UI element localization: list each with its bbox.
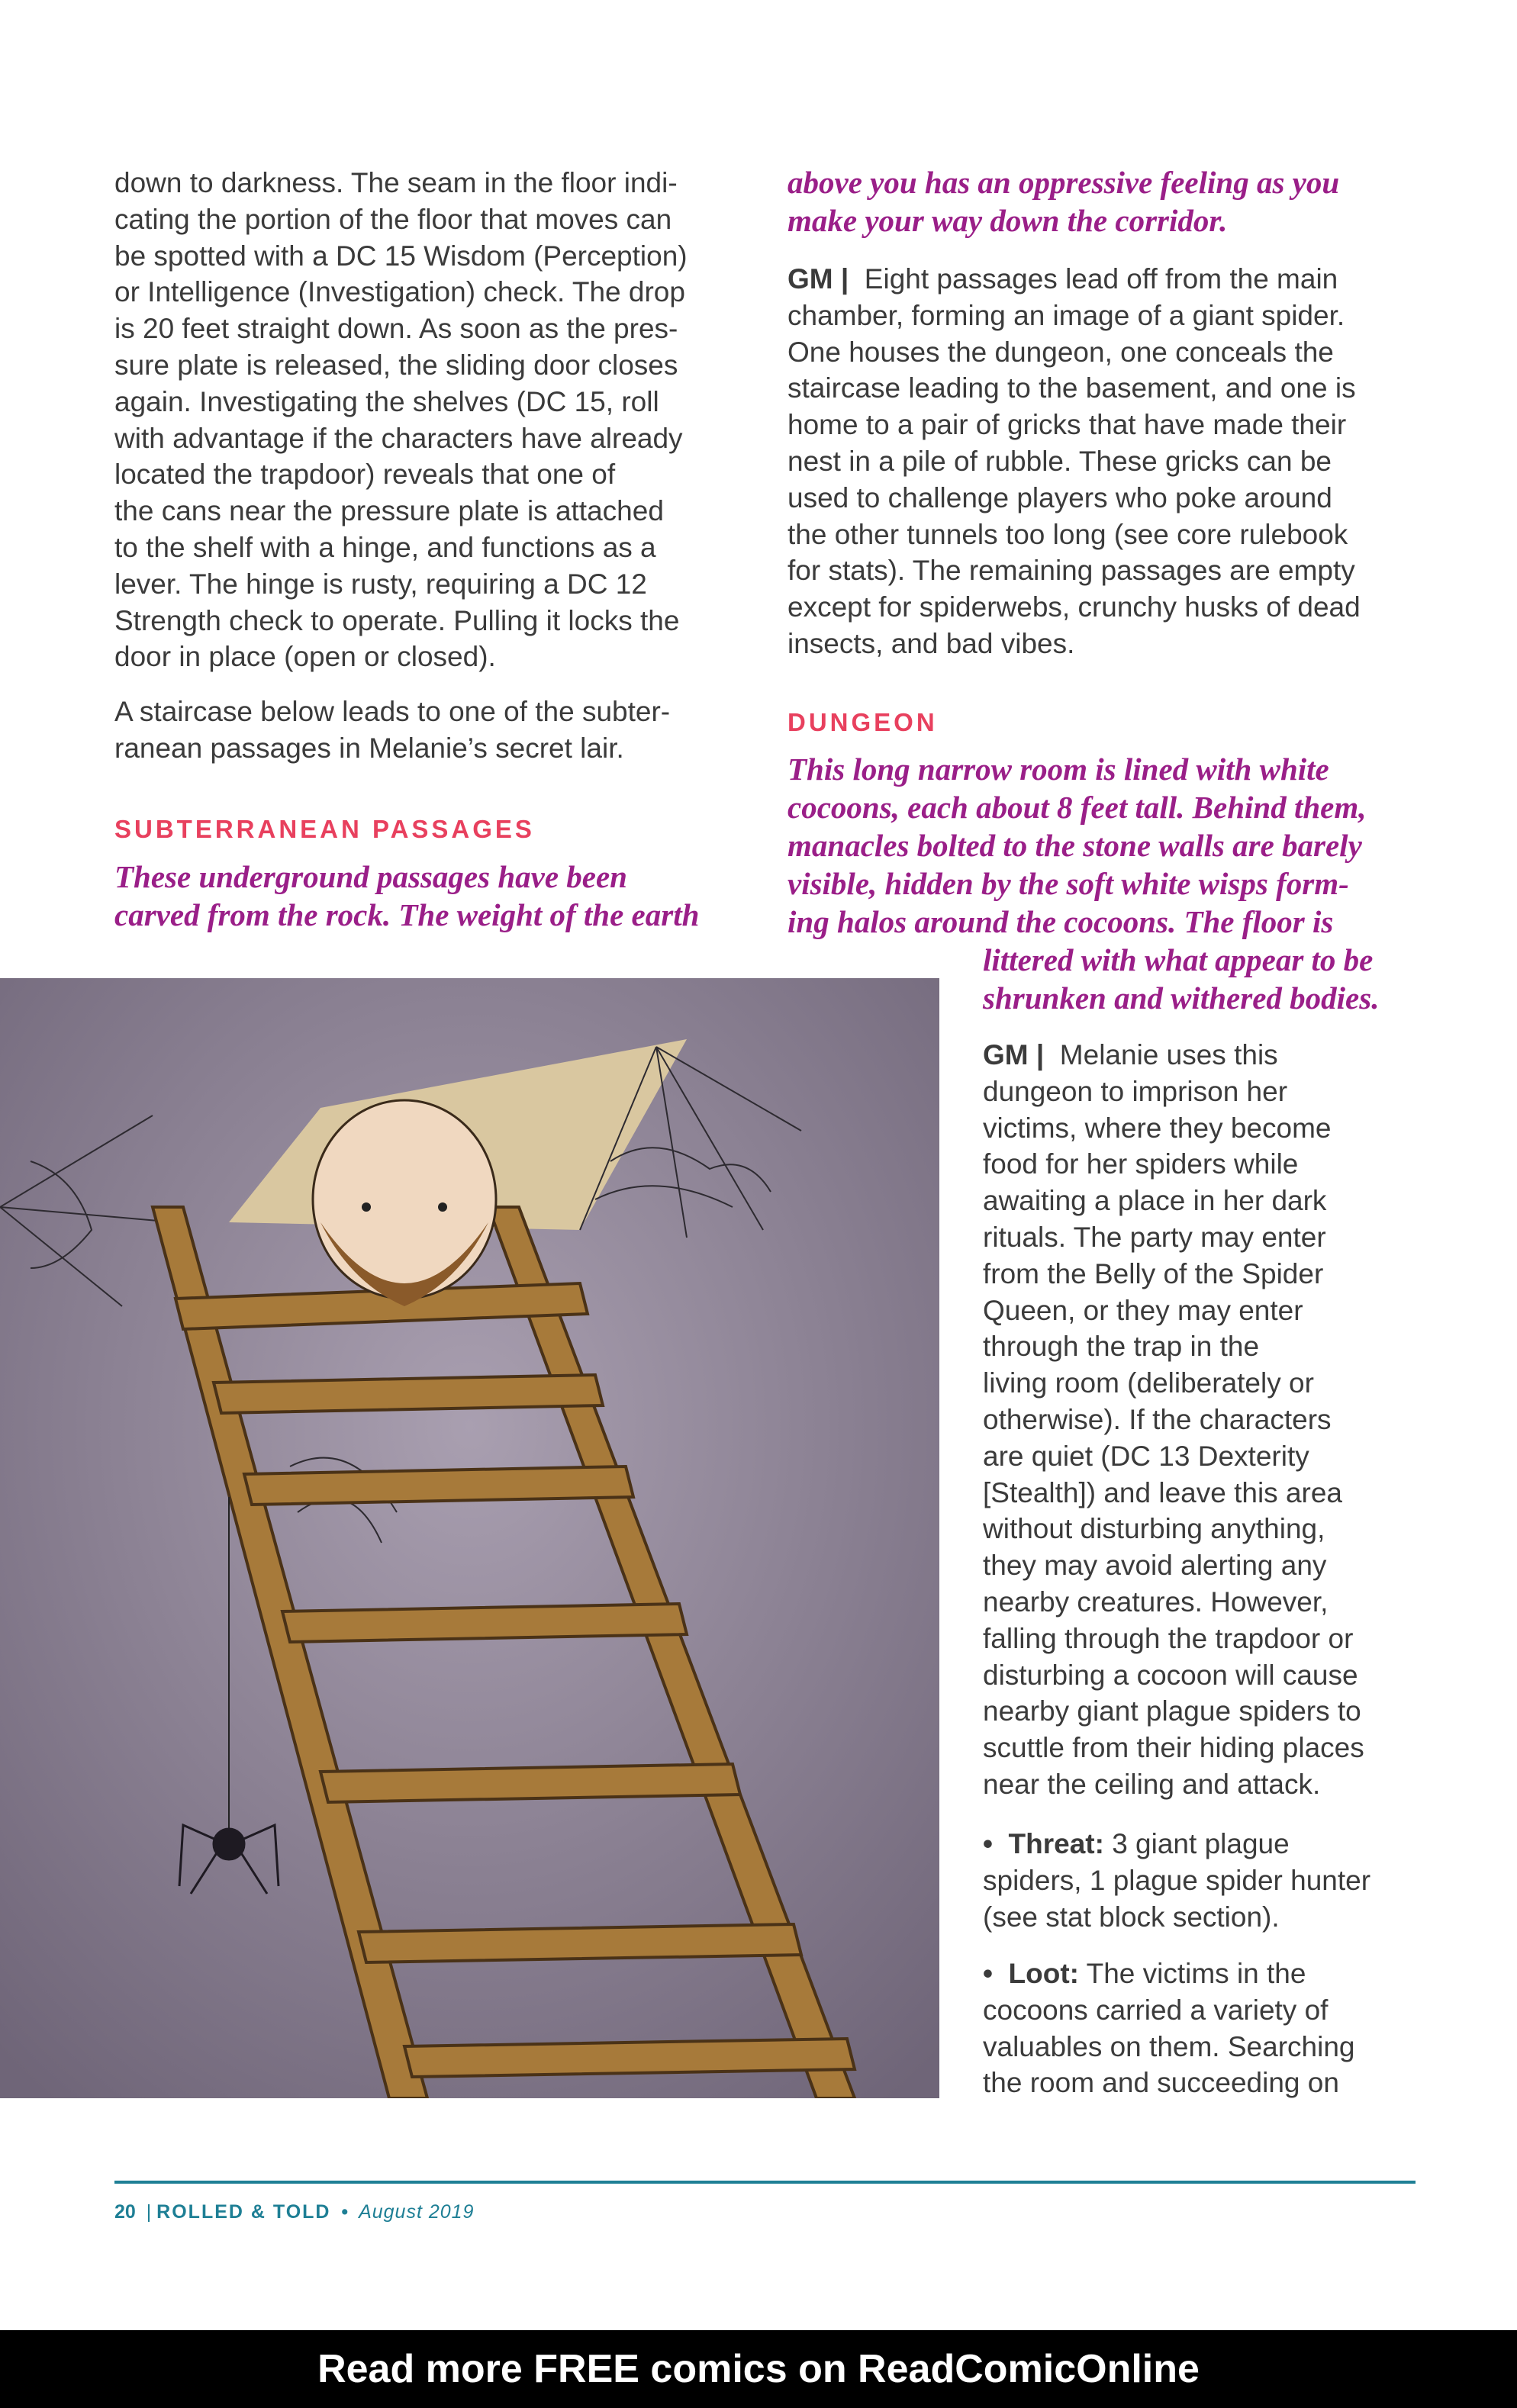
text-line: shrunken and withered bodies. — [983, 980, 1380, 1016]
text-line: Queen, or they may enter — [983, 1294, 1303, 1326]
footer — [114, 2201, 474, 2223]
paragraph-gm-passages — [787, 261, 1361, 662]
gm-label: GM | — [787, 263, 849, 295]
text-line: chamber, forming an image of a giant spider. — [787, 299, 1345, 331]
text: Melanie uses this — [1059, 1039, 1278, 1070]
lines — [983, 1862, 1370, 1936]
text-line: food for her spiders while — [983, 1148, 1299, 1180]
issue-date: August 2019 — [359, 2201, 475, 2223]
text-line: home to a pair of gricks that have made their — [787, 409, 1347, 441]
text: 3 giant plague — [1112, 1828, 1290, 1859]
readaloud-dungeon-cont — [983, 941, 1379, 1017]
text-line: staircase leading to the basement, and one is — [787, 372, 1356, 404]
text-line: rituals. The party may enter — [983, 1221, 1326, 1253]
text-line: near the ceiling and attack. — [983, 1768, 1321, 1800]
text-line: otherwise). If the characters — [983, 1403, 1332, 1435]
text-line: to the shelf with a hinge, and functions as a — [114, 531, 656, 563]
text-line: falling through the trapdoor or — [983, 1622, 1354, 1654]
text-line: spiders, 1 plague spider hunter — [983, 1864, 1371, 1896]
text-line: down to darkness. The seam in the floor indi- — [114, 167, 678, 198]
text-line: living room (deliberately or — [983, 1367, 1314, 1399]
readaloud-dungeon — [787, 750, 1366, 941]
text-line: ing halos around the cocoons. The floor is — [787, 904, 1334, 939]
text-line: This long narrow room is lined with white — [787, 752, 1329, 787]
footer-dot: • — [341, 2201, 349, 2223]
text-line: is 20 feet straight down. As soon as the pres- — [114, 313, 678, 345]
lines — [983, 1074, 1364, 1803]
text-line: visible, hidden by the soft white wisps form- — [787, 866, 1349, 901]
promo-banner[interactable]: Read more FREE comics on ReadComicOnline — [0, 2330, 1517, 2408]
text: Eight passages lead off from the main — [864, 263, 1338, 295]
paragraph-staircase — [114, 694, 670, 767]
lines — [787, 298, 1361, 662]
bullet-label: Threat: — [1008, 1828, 1104, 1859]
text-line: are quiet (DC 13 Dexterity — [983, 1440, 1309, 1472]
text-line: These underground passages have been — [114, 859, 627, 894]
text-line: [Stealth]) and leave this area — [983, 1476, 1343, 1508]
text-line: awaiting a place in her dark — [983, 1185, 1327, 1217]
text-line: littered with what appear to be — [983, 942, 1374, 977]
text-line: used to challenge players who poke around — [787, 481, 1332, 513]
text-line: make your way down the corridor. — [787, 203, 1228, 238]
text-line: nearby giant plague spiders to — [983, 1695, 1361, 1727]
paragraph-trapdoor — [114, 165, 688, 675]
text: The victims in the — [1086, 1958, 1306, 1989]
text-line: dungeon to imprison her — [983, 1075, 1288, 1107]
text-line: (see stat block section). — [983, 1901, 1280, 1933]
text-line: or Intelligence (Investigation) check. The drop — [114, 276, 685, 308]
lines — [983, 1992, 1354, 2101]
heading-dungeon: DUNGEON — [787, 708, 938, 736]
text-line: ranean passages in Melanie’s secret lair. — [114, 732, 624, 764]
footer-rule — [114, 2181, 1416, 2184]
text-line: cocoons, each about 8 feet tall. Behind them, — [787, 790, 1367, 825]
readaloud-passages — [114, 858, 699, 934]
text-line: Strength check to operate. Pulling it locks the — [114, 604, 680, 636]
text-line: insects, and bad vibes. — [787, 627, 1075, 659]
ladder-illustration — [0, 978, 939, 2098]
text-line: again. Investigating the shelves (DC 15, roll — [114, 385, 659, 417]
bullet-label: Loot: — [1008, 1958, 1079, 1989]
text-line: One houses the dungeon, one conceals the — [787, 336, 1334, 368]
text-line: the room and succeeding on — [983, 2067, 1339, 2099]
text-line: nearby creatures. However, — [983, 1585, 1329, 1618]
heading-subterranean-passages: SUBTERRANEAN PASSAGES — [114, 815, 535, 843]
footer-separator: | — [146, 2201, 152, 2223]
text-line: lever. The hinge is rusty, requiring a DC 12 — [114, 568, 647, 600]
text-line: located the trapdoor) reveals that one of — [114, 459, 616, 491]
text-line: through the trap in the — [983, 1331, 1260, 1363]
text-line: nest in a pile of rubble. These gricks can be — [787, 445, 1332, 477]
page-number: 20 — [114, 2201, 136, 2223]
text-line: except for spiderwebs, crunchy husks of dead — [787, 591, 1361, 623]
text-line: sure plate is released, the sliding door closes — [114, 349, 678, 381]
text-line: for stats). The remaining passages are empty — [787, 555, 1355, 587]
text-line: cating the portion of the floor that moves can — [114, 203, 672, 235]
text-line: carved from the rock. The weight of the earth — [114, 897, 700, 932]
text-line: door in place (open or closed). — [114, 641, 496, 673]
text-line: without disturbing anything, — [983, 1513, 1325, 1545]
text-line: scuttle from their hiding places — [983, 1732, 1364, 1764]
text-line: disturbing a cocoon will cause — [983, 1659, 1358, 1691]
bullet-loot: • Loot: The victims in the cocoons carried a variety of valuables on them. Searching the room and succeeding on — [983, 1956, 1354, 2101]
text-line: above you has an oppressive feeling as you — [787, 165, 1340, 200]
text-line: manacles bolted to the stone walls are barely — [787, 828, 1362, 863]
text-line: the other tunnels too long (see core rulebook — [787, 518, 1348, 550]
text-line: they may avoid alerting any — [983, 1550, 1327, 1582]
gm-label: GM | — [983, 1039, 1045, 1070]
text-line: cocoons carried a variety of — [983, 1994, 1329, 2026]
text-line: A staircase below leads to one of the subter- — [114, 696, 671, 727]
paragraph-gm-dungeon — [983, 1037, 1364, 1803]
text-line: with advantage if the characters have already — [114, 422, 683, 454]
text-line: from the Belly of the Spider — [983, 1257, 1324, 1289]
bullet-threat: • Threat: 3 giant plague spiders, 1 plague spider hunter (see stat block section). — [983, 1826, 1370, 1935]
text-line: valuables on them. Searching — [983, 2030, 1355, 2062]
publication-name: ROLLED & TOLD — [156, 2201, 331, 2223]
text-line: be spotted with a DC 15 Wisdom (Perception) — [114, 240, 688, 272]
text-line: the cans near the pressure plate is attached — [114, 495, 664, 527]
text-line: victims, where they become — [983, 1112, 1332, 1144]
readaloud-passages-cont — [787, 163, 1339, 240]
